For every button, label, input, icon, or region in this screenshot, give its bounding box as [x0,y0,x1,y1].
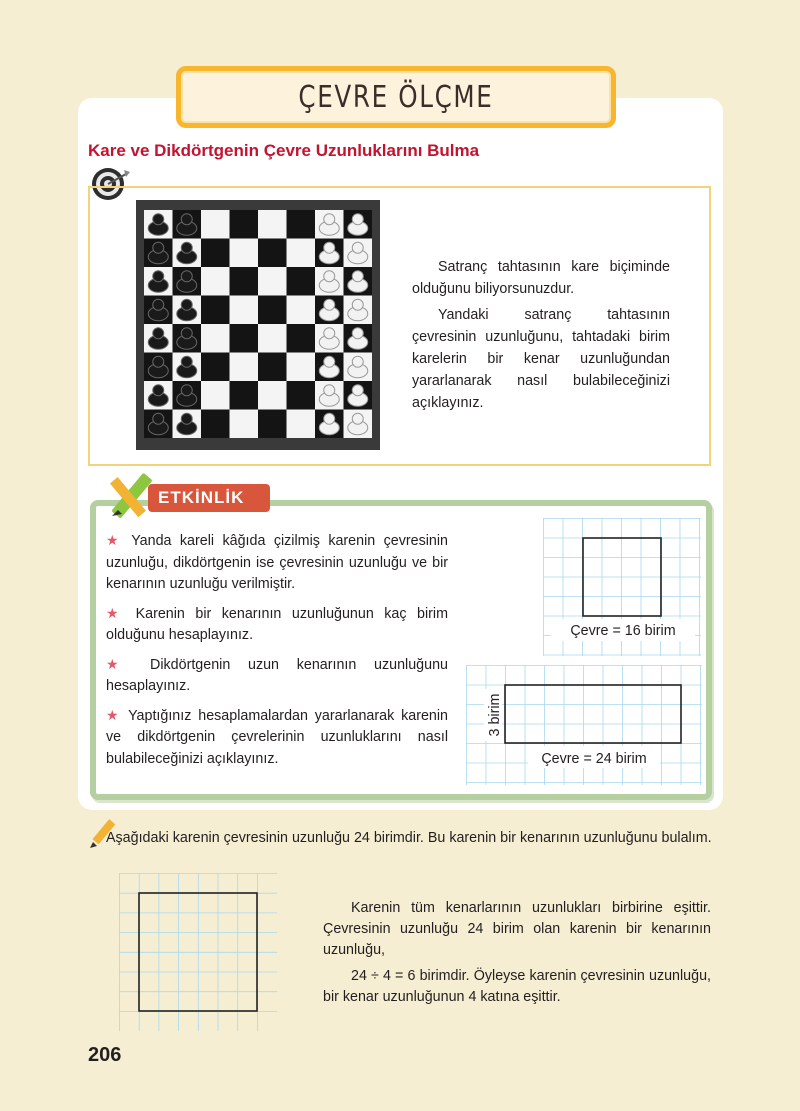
star-icon: ★ [106,604,126,621]
rectangle-caption: Çevre = 24 birim [541,751,647,767]
star-icon: ★ [106,532,124,548]
square-caption: Çevre = 16 birim [570,623,676,639]
activity-item: ★ Dikdörtgenin uzun kenarının uzunluğunu hesaplayınız. [106,655,448,694]
intro-text [412,256,670,418]
activity-badge: ETKİNLİK [148,484,270,512]
rectangle-side-label: 3 birim [487,693,503,737]
rectangle-shape [505,685,681,743]
section-heading: Kare ve Dikdörtgenin Çevre Uzunluklarını Bulma [88,141,480,160]
example-explanation [323,898,711,1013]
example-question: Aşağıdaki karenin çevresinin uzunluğu 24 birimdir. Bu karenin bir kenarının uzunluğunu bulalım. [106,830,712,846]
example-square-grid [119,873,277,1031]
example-paragraph-1: Karenin tüm kenarlarının uzunlukları birbirine eşittir. Çevresinin uzunluğu 24 birim olan karenin bir kenarının uzunluğu, [323,900,711,958]
activity-item: ★ Yaptığınız hesaplamalardan yararlanarak karenin ve dikdörtgenin çevrelerinin uzunluklarını nasıl bulabileceğinizi açıklayınız. [106,706,448,767]
intro-paragraph-1: Satranç tahtasının kare biçiminde olduğunu biliyorsunuzdur. [412,259,670,297]
activity-item: ★ Yanda kareli kâğıda çizilmiş karenin çevresinin uzunluğu, dikdörtgenin ise çevresinin uzunluğu ve bir kenarının uzunluğu verilmiştir. [106,532,448,592]
activity-item: ★ Karenin bir kenarının uzunluğunun kaç birim olduğunu hesaplayınız. [106,604,449,643]
star-icon: ★ [106,706,122,723]
rectangle-grid-figure [466,665,702,785]
example-paragraph-2: 24 ÷ 4 = 6 birimdir. Öyleyse karenin çevresinin uzunluğu, bir kenar uzunluğunun 4 katına eşittir. [323,968,711,1005]
chessboard-image [136,200,380,450]
title-banner [176,66,616,128]
page-title: ÇEVRE ÖLÇME [298,79,494,115]
star-icon: ★ [106,655,133,672]
square-grid-figure [543,518,701,656]
intro-paragraph-2: Yandaki satranç tahtasının çevresinin uzunluğunu, tahtadaki birim karelerin bir kenar uzunluğundan yararlanarak nasıl bulabileceğinizi açıklayınız. [412,307,670,411]
activity-text [106,530,448,777]
page-number: 206 [88,1044,122,1066]
